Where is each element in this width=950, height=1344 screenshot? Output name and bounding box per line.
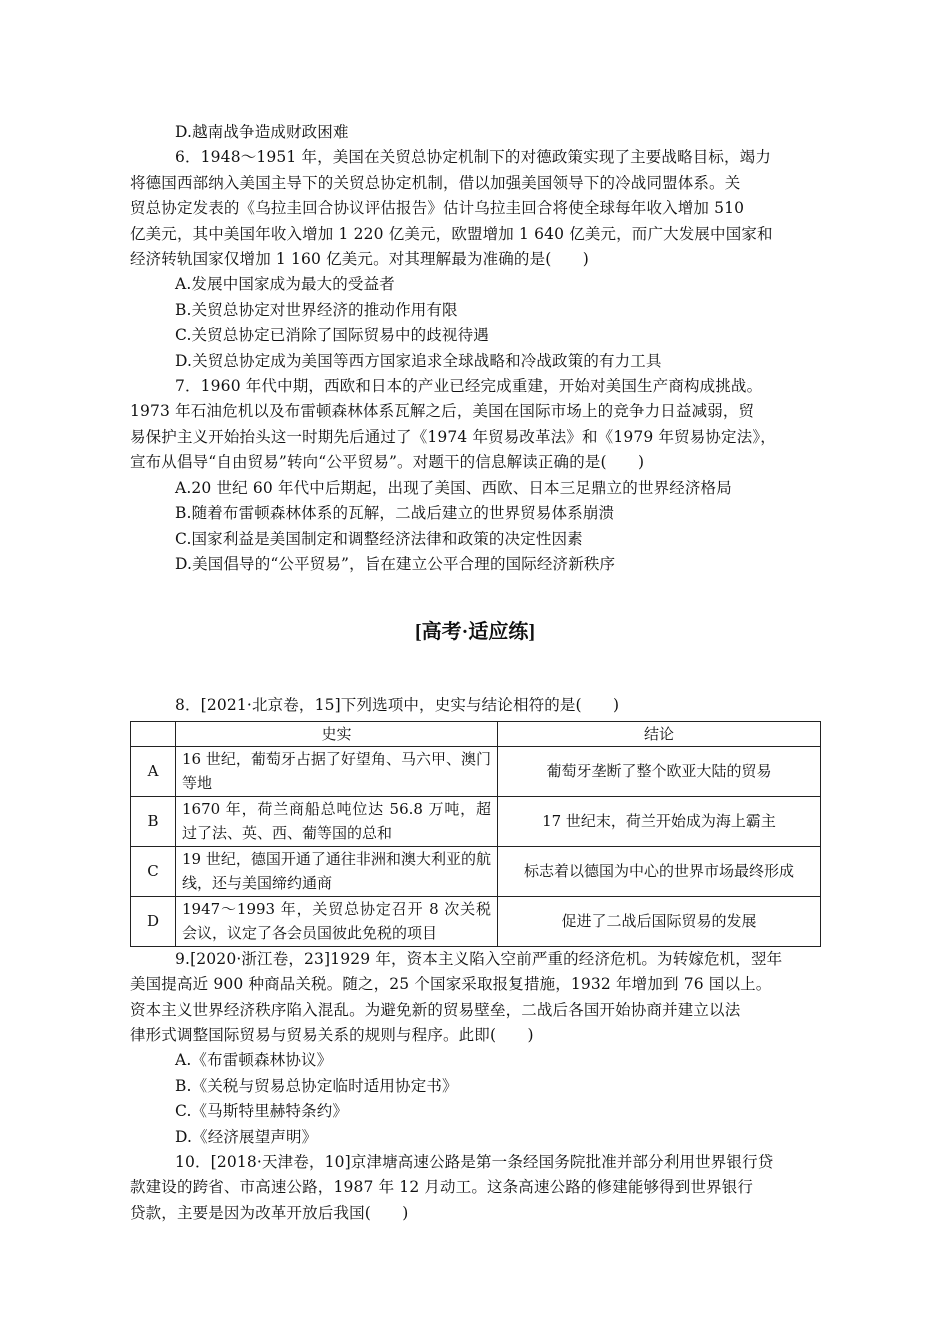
question-6 bbox=[130, 145, 820, 374]
q10-stem-line: 10．[2018·天津卷，10]京津塘高速公路是第一条经国务院批准并部分利用世界银行贷 bbox=[175, 1152, 774, 1171]
row-fact: 19 世纪，德国开通了通往非洲和澳大利亚的航线，还与美国缔约通商 bbox=[176, 846, 498, 896]
section-title: [高考·适应练] bbox=[415, 621, 535, 644]
question-7 bbox=[130, 374, 820, 577]
question-9 bbox=[130, 947, 820, 1150]
q7-stem-line: 1973 年石油危机以及布雷顿森林体系瓦解之后，美国在国际市场上的竞争力日益减弱，贸 bbox=[130, 402, 755, 421]
table-row bbox=[131, 846, 821, 896]
table-header-row bbox=[131, 721, 821, 746]
q9-stem-line: 律形式调整国际贸易与贸易关系的规则与程序。此即( ) bbox=[130, 1025, 534, 1044]
q9-stem-line: 9.[2020·浙江卷，23]1929 年，资本主义陷入空前严重的经济危机。为转嫁危机，翌年 bbox=[175, 949, 783, 968]
q7-stem-line: 易保护主义开始抬头这一时期先后通过了《1974 年贸易改革法》和《1979 年贸易协定法》， bbox=[130, 427, 776, 446]
question-10 bbox=[130, 1150, 820, 1226]
q7-stem-line: 宣布从倡导“自由贸易”转向“公平贸易”。对题干的信息解读正确的是( ) bbox=[130, 453, 645, 472]
q7-stem-line: 7．1960 年代中期，西欧和日本的产业已经完成重建，开始对美国生产商构成挑战。 bbox=[175, 377, 763, 396]
row-fact: 1947～1993 年，关贸总协定召开 8 次关税会议，议定了各会员国彼此免税的项目 bbox=[176, 896, 498, 946]
table-header-cell: 史实 bbox=[176, 721, 498, 746]
table-row bbox=[131, 796, 821, 846]
q6-stem-line: 将德国西部纳入美国主导下的关贸总协定机制，借以加强美国领导下的冷战同盟体系。关 bbox=[130, 173, 741, 192]
document-page bbox=[130, 120, 820, 1226]
row-conclusion: 促进了二战后国际贸易的发展 bbox=[498, 896, 821, 946]
q6-stem-line: 经济转轨国家仅增加 1 160 亿美元。对其理解最为准确的是( ) bbox=[130, 250, 589, 269]
table-row bbox=[131, 746, 821, 796]
row-label: A bbox=[131, 746, 176, 796]
row-conclusion: 标志着以德国为中心的世界市场最终形成 bbox=[498, 846, 821, 896]
q6-option-d: D.关贸总协定成为美国等西方国家追求全球战略和冷战政策的有力工具 bbox=[175, 351, 662, 370]
q9-option-c: C.《马斯特里赫特条约》 bbox=[175, 1102, 349, 1121]
q7-option-d: D.美国倡导的“公平贸易”，旨在建立公平合理的国际经济新秩序 bbox=[175, 554, 616, 573]
q6-stem-line: 亿美元，其中美国年收入增加 1 220 亿美元，欧盟增加 1 640 亿美元，而广大发展中国家和 bbox=[130, 224, 773, 243]
row-conclusion: 17 世纪末，荷兰开始成为海上霸主 bbox=[498, 796, 821, 846]
table-header-cell bbox=[131, 721, 176, 746]
q9-stem-line: 美国提高近 900 种商品关税。随之，25 个国家采取报复措施，1932 年增加到 76 国以上。 bbox=[130, 975, 772, 994]
q6-option-c: C.关贸总协定已消除了国际贸易中的歧视待遇 bbox=[175, 326, 489, 345]
q9-option-a: A.《布雷顿森林协议》 bbox=[175, 1051, 333, 1070]
row-fact: 16 世纪，葡萄牙占据了好望角、马六甲、澳门等地 bbox=[176, 746, 498, 796]
q10-stem-line: 贷款，主要是因为改革开放后我国( ) bbox=[130, 1203, 409, 1222]
q7-option-a: A.20 世纪 60 年代中后期起，出现了美国、西欧、日本三足鼎立的世界经济格局 bbox=[175, 478, 732, 497]
q9-option-d: D.《经济展望声明》 bbox=[175, 1127, 318, 1146]
q5-option-d: D.越南战争造成财政困难 bbox=[175, 123, 349, 141]
q6-stem-line: 6．1948～1951 年，美国在关贸总协定机制下的对德政策实现了主要战略目标，竭力 bbox=[175, 148, 771, 167]
q8-stem: 8．[2021·北京卷，15]下列选项中，史实与结论相符的是( ) bbox=[175, 696, 620, 715]
row-conclusion: 葡萄牙垄断了整个欧亚大陆的贸易 bbox=[498, 746, 821, 796]
q9-option-b: B.《关税与贸易总协定临时适用协定书》 bbox=[175, 1076, 458, 1095]
row-label: D bbox=[131, 896, 176, 946]
table-header-cell: 结论 bbox=[498, 721, 821, 746]
question-8 bbox=[130, 693, 820, 946]
row-label: B bbox=[131, 796, 176, 846]
q7-option-c: C.国家利益是美国制定和调整经济法律和政策的决定性因素 bbox=[175, 529, 583, 548]
q9-stem-line: 资本主义世界经济秩序陷入混乱。为避免新的贸易壁垒，二战后各国开始协商并建立以法 bbox=[130, 1000, 741, 1019]
row-fact: 1670 年，荷兰商船总吨位达 56.8 万吨，超过了法、英、西、葡等国的总和 bbox=[176, 796, 498, 846]
q6-option-b: B.关贸总协定对世界经济的推动作用有限 bbox=[175, 300, 458, 319]
q6-stem-line: 贸总协定发表的《乌拉圭回合协议评估报告》估计乌拉圭回合将使全球每年收入增加 510 bbox=[130, 199, 745, 218]
q6-option-a: A.发展中国家成为最大的受益者 bbox=[175, 275, 395, 294]
q10-stem-line: 款建设的跨省、市高速公路，1987 年 12 月动工。这条高速公路的修建能够得到世界银行 bbox=[130, 1178, 754, 1197]
q8-table bbox=[130, 721, 821, 947]
q7-option-b: B.随着布雷顿森林体系的瓦解，二战后建立的世界贸易体系崩溃 bbox=[175, 504, 615, 523]
row-label: C bbox=[131, 846, 176, 896]
table-row bbox=[131, 896, 821, 946]
